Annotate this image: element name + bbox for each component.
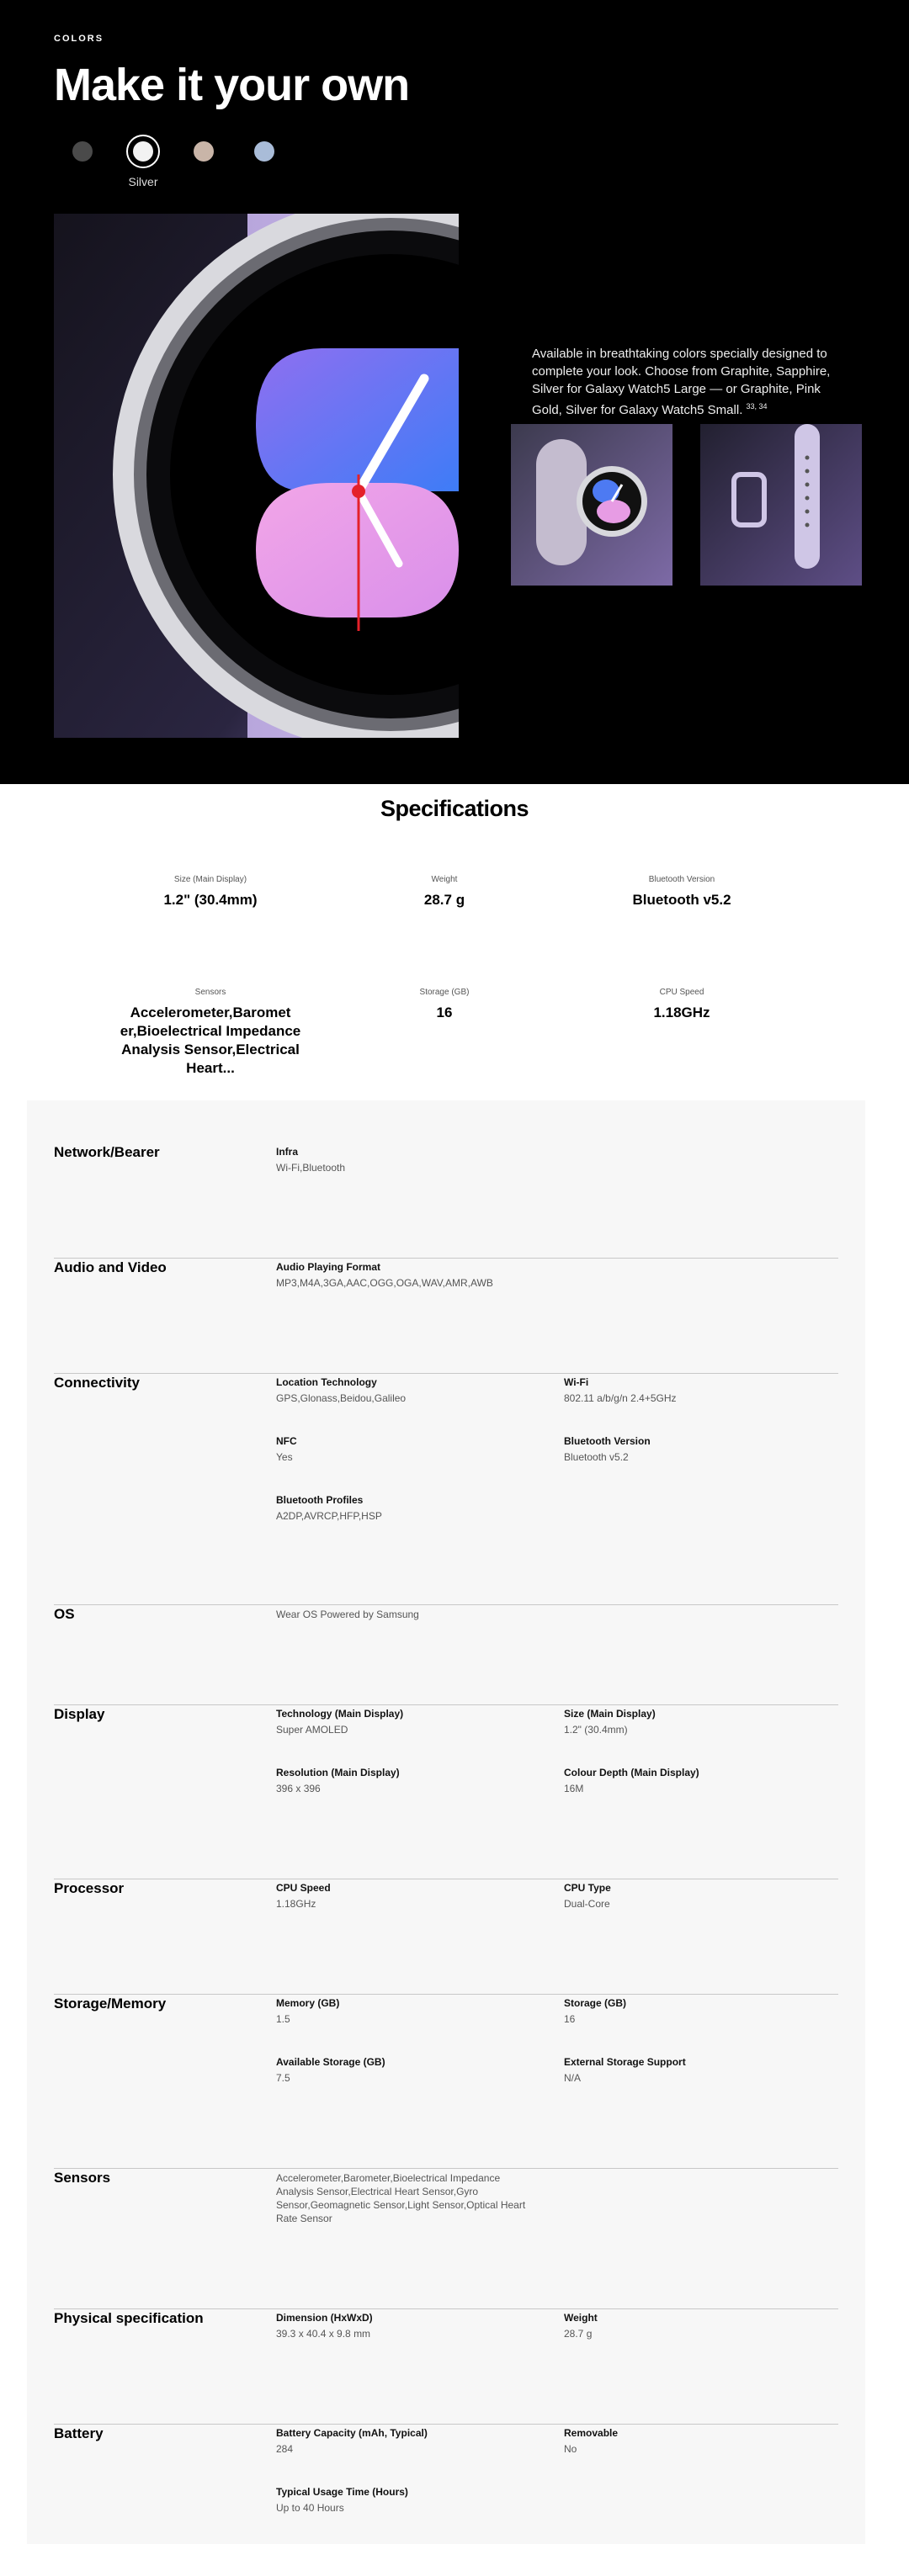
spec-item <box>276 2427 529 2456</box>
spec-value: No <box>564 2443 577 2455</box>
description-text: Available in breathtaking colors specially designed to complete your look. Choose from Graphite, Sapphire, Silver for Galaxy Watch5 Large — or Graphite, Pink Gold, Silver for Galaxy Watch5 Small. <box>532 347 831 417</box>
footnote-ref[interactable]: 33, 34 <box>746 402 768 411</box>
spec-item <box>276 2486 529 2515</box>
spec-item <box>276 1435 529 1464</box>
key-spec-label: Sensors <box>194 988 226 997</box>
spec-label: Location Technology <box>276 1376 377 1388</box>
spec-item <box>564 1376 816 1405</box>
spec-row-sensors <box>54 2170 838 2309</box>
key-spec-storage <box>343 988 545 1022</box>
swatch-dot <box>133 141 153 162</box>
color-swatch-graphite[interactable] <box>66 135 99 168</box>
spec-value: Accelerometer,Barometer,Bioelectrical Impedance Analysis Sensor,Electrical Heart Sensor,Gyro Sensor,Geomagnetic Sensor,Light Sensor,Optical Heart Rate Sensor <box>276 2172 526 2224</box>
hero-watch-image <box>54 214 459 738</box>
spec-label: Technology (Main Display) <box>276 1708 404 1720</box>
spec-label: External Storage Support <box>564 2056 686 2068</box>
spec-value: 7.5 <box>276 2072 290 2084</box>
thumbnail-watch-side <box>511 424 672 586</box>
spec-category: Audio and Video <box>54 1259 167 1275</box>
key-spec-value: 1.18GHz <box>653 1004 710 1020</box>
thumbnail-strap <box>700 424 862 586</box>
key-spec-weight <box>343 875 545 909</box>
spec-category: Processor <box>54 1880 125 1896</box>
spec-row-physical <box>54 2310 838 2425</box>
spec-label: Typical Usage Time (Hours) <box>276 2486 408 2498</box>
spec-label: Storage (GB) <box>564 1997 627 2009</box>
key-spec-value: 16 <box>436 1004 453 1020</box>
specifications-title: Specifications <box>380 796 529 821</box>
key-spec-value: Accelerometer,Baromet er,Bioelectrical Impedance Analysis Sensor,Electrical Heart... <box>120 1004 301 1076</box>
spec-category: OS <box>54 1606 75 1622</box>
spec-row-audio-video <box>54 1259 838 1374</box>
spec-label: NFC <box>276 1435 297 1447</box>
spec-label: Infra <box>276 1146 299 1158</box>
spec-item <box>276 1146 529 1174</box>
spec-value: Up to 40 Hours <box>276 2502 344 2514</box>
spec-value: Dual-Core <box>564 1898 610 1910</box>
key-spec-sensors <box>109 988 311 1078</box>
spec-item <box>564 2056 816 2085</box>
key-spec-cpu <box>581 988 783 1022</box>
spec-item <box>564 2312 816 2340</box>
color-swatch-group <box>54 135 391 193</box>
spec-value: 802.11 a/b/g/n 2.4+5GHz <box>564 1392 677 1404</box>
spec-value: GPS,Glonass,Beidou,Galileo <box>276 1392 407 1404</box>
spec-label: Dimension (HxWxD) <box>276 2312 373 2324</box>
color-swatch-silver[interactable] <box>126 135 160 168</box>
color-swatch-sapphire[interactable] <box>247 135 281 168</box>
key-spec-value: 1.2" (30.4mm) <box>163 892 258 908</box>
key-spec-label: CPU Speed <box>659 988 704 997</box>
spec-category: Physical specification <box>54 2310 204 2326</box>
spec-label: Weight <box>564 2312 598 2324</box>
spec-label: Audio Playing Format <box>276 1261 381 1273</box>
spec-row-processor <box>54 1880 838 1995</box>
watch-face-illustration <box>54 214 459 738</box>
spec-value: Wear OS Powered by Samsung <box>276 1609 419 1620</box>
spec-row-storage-memory <box>54 1996 838 2169</box>
spec-item <box>276 1608 529 1621</box>
key-spec-label: Storage (GB) <box>419 988 470 997</box>
spec-value: 396 x 396 <box>276 1783 321 1794</box>
colors-description <box>532 345 852 419</box>
spec-row-battery <box>54 2425 838 2526</box>
spec-value: 1.2" (30.4mm) <box>564 1724 628 1736</box>
selected-color-label: Silver <box>128 175 158 188</box>
spec-item <box>276 2056 529 2085</box>
color-swatch-pink-gold[interactable] <box>187 135 221 168</box>
spec-item <box>564 1435 816 1464</box>
key-spec-label: Weight <box>431 875 458 884</box>
spec-item <box>276 1261 529 1290</box>
spec-detail-panel <box>27 1100 865 2544</box>
key-spec-value: Bluetooth v5.2 <box>632 892 731 908</box>
spec-item <box>564 2427 816 2456</box>
spec-value: Wi-Fi,Bluetooth <box>276 1162 346 1174</box>
section-headline: Make it your own <box>54 60 410 110</box>
section-eyebrow: COLORS <box>54 34 104 44</box>
spec-label: Resolution (Main Display) <box>276 1767 400 1778</box>
spec-row-display <box>54 1706 838 1879</box>
spec-value: 28.7 g <box>564 2328 593 2340</box>
spec-category: Sensors <box>54 2170 111 2186</box>
key-spec-label: Bluetooth Version <box>648 875 715 884</box>
spec-category: Network/Bearer <box>54 1144 160 1160</box>
key-spec-size <box>109 875 311 909</box>
spec-item <box>276 1767 529 1795</box>
colors-section <box>0 0 909 784</box>
spec-label: Size (Main Display) <box>564 1708 656 1720</box>
spec-label: Memory (GB) <box>276 1997 340 2009</box>
spec-category: Connectivity <box>54 1375 141 1391</box>
spec-label: Battery Capacity (mAh, Typical) <box>276 2427 428 2439</box>
swatch-dot <box>72 141 93 162</box>
spec-label: CPU Type <box>564 1882 611 1894</box>
spec-value: N/A <box>564 2072 582 2084</box>
spec-category: Storage/Memory <box>54 1996 167 2012</box>
spec-value: 1.18GHz <box>276 1898 316 1910</box>
spec-label: Available Storage (GB) <box>276 2056 385 2068</box>
spec-value: 284 <box>276 2443 294 2455</box>
key-spec-value: 28.7 g <box>423 892 465 908</box>
strap-thumbnail-illustration <box>700 424 862 586</box>
spec-item <box>564 1882 816 1911</box>
swatch-dot <box>254 141 274 162</box>
spec-label: Wi-Fi <box>564 1376 589 1388</box>
spec-item <box>564 1767 816 1795</box>
spec-item <box>276 2171 537 2225</box>
spec-value: Yes <box>276 1451 293 1463</box>
key-spec-bluetooth <box>581 875 783 909</box>
spec-value: 16 <box>564 2013 576 2025</box>
key-spec-label: Size (Main Display) <box>173 875 247 884</box>
spec-row-os <box>54 1606 838 1705</box>
spec-value: Super AMOLED <box>276 1724 348 1736</box>
spec-item <box>276 1882 529 1911</box>
spec-label: Removable <box>564 2427 619 2439</box>
spec-value: MP3,M4A,3GA,AAC,OGG,OGA,WAV,AMR,AWB <box>276 1277 493 1289</box>
spec-item <box>276 1494 529 1523</box>
spec-row-network <box>54 1144 838 1259</box>
watch-thumbnail-illustration <box>511 424 672 586</box>
spec-value: 16M <box>564 1783 584 1794</box>
spec-value: Bluetooth v5.2 <box>564 1451 629 1463</box>
spec-label: Bluetooth Profiles <box>276 1494 364 1506</box>
spec-category: Battery <box>54 2425 104 2441</box>
spec-label: Colour Depth (Main Display) <box>564 1767 699 1778</box>
spec-row-connectivity <box>54 1375 838 1605</box>
spec-item <box>276 1376 529 1405</box>
spec-value: 39.3 x 40.4 x 9.8 mm <box>276 2328 371 2340</box>
spec-item <box>564 1708 816 1736</box>
spec-item <box>276 1997 529 2026</box>
swatch-dot <box>194 141 214 162</box>
spec-item <box>276 2312 529 2340</box>
spec-value: 1.5 <box>276 2013 290 2025</box>
spec-item <box>564 1997 816 2026</box>
spec-category: Display <box>54 1706 105 1722</box>
spec-label: Bluetooth Version <box>564 1435 651 1447</box>
spec-label: CPU Speed <box>276 1882 331 1894</box>
spec-item <box>276 1708 529 1736</box>
spec-value: A2DP,AVRCP,HFP,HSP <box>276 1510 382 1522</box>
